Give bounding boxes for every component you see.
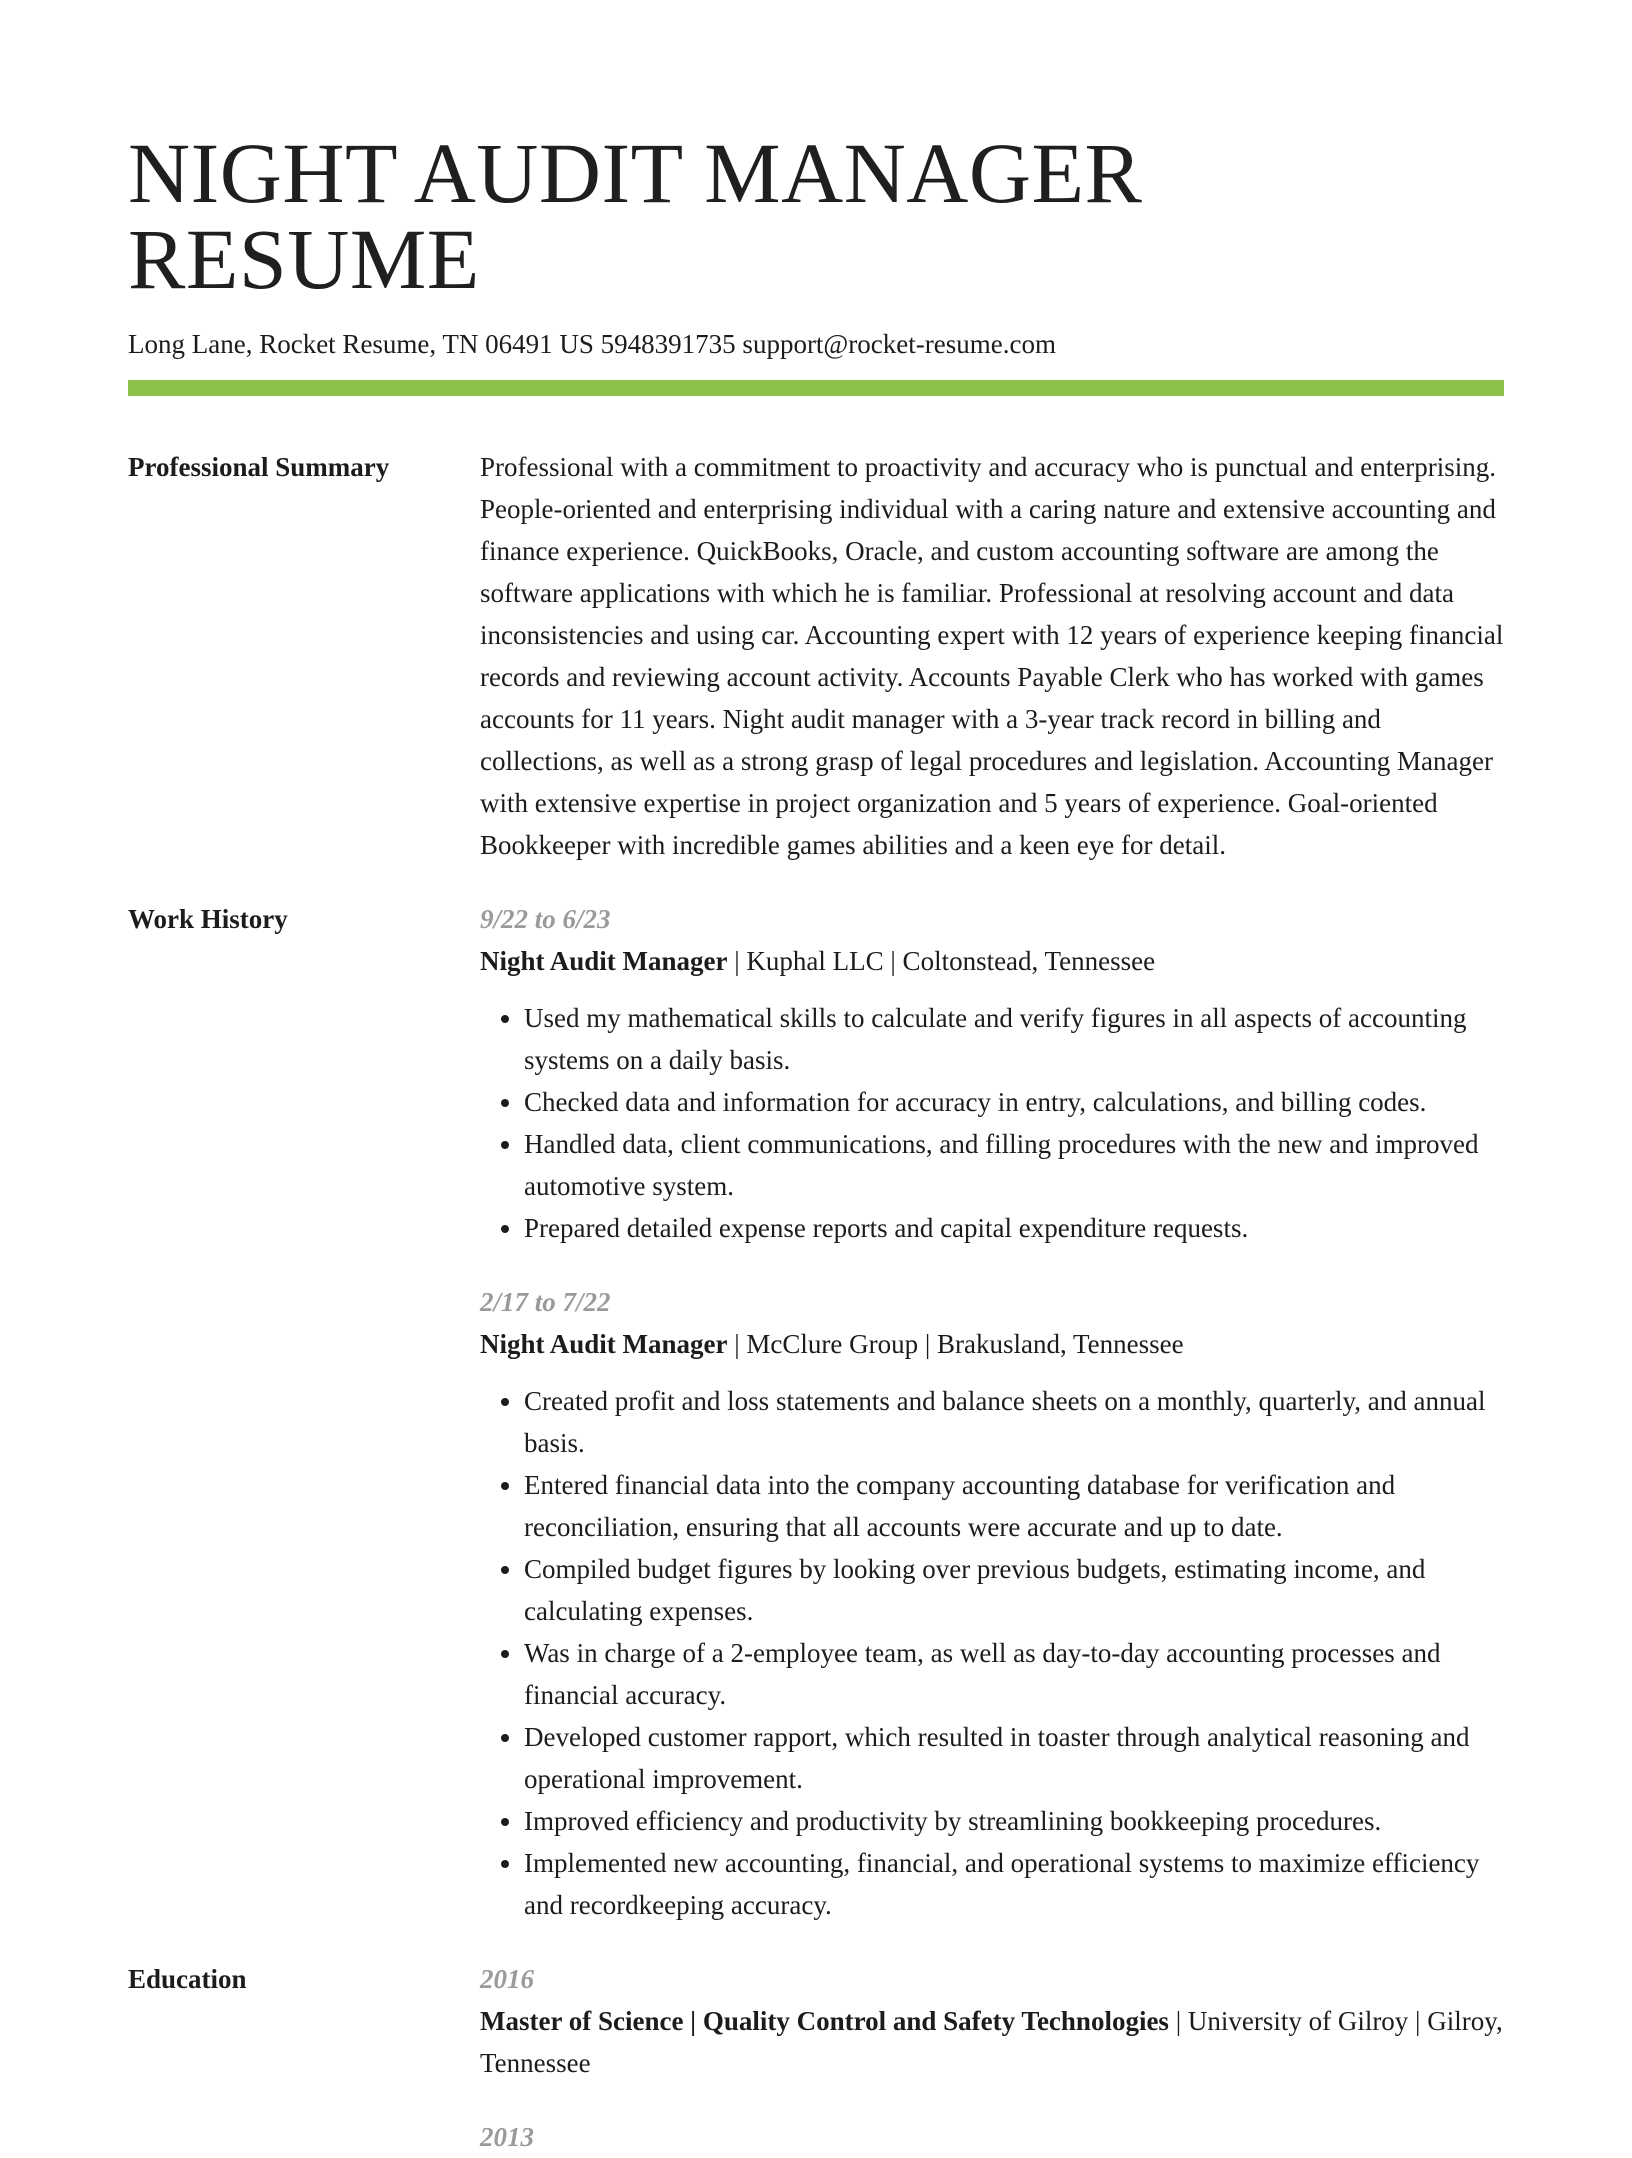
job-bullets bbox=[480, 997, 1504, 1249]
degree-details: | University of Gilroy | Gilroy, Tennessee bbox=[480, 2006, 1503, 2079]
degree-name: Master of Science | Quality Control and Safety Technologies bbox=[480, 2006, 1169, 2037]
job-bullets bbox=[480, 1380, 1504, 1926]
education-year: 2013 bbox=[480, 2122, 534, 2153]
resume-title: NIGHT AUDIT MANAGER RESUME bbox=[128, 125, 1143, 307]
summary-section bbox=[128, 446, 1504, 866]
job-dates: 9/22 to 6/23 bbox=[480, 904, 611, 935]
section-title-education: Education bbox=[128, 1964, 247, 1995]
list-item: • Was in charge of a 2-employee team, as well as day-to-day accounting processes and financial accuracy. bbox=[524, 1632, 1504, 1716]
job-details: | Kuphal LLC | Coltonstead, Tennessee bbox=[727, 946, 1156, 977]
job-heading bbox=[480, 1323, 1504, 1365]
list-item: • Checked data and information for accuracy in entry, calculations, and billing codes. bbox=[524, 1081, 1504, 1123]
accent-rule bbox=[128, 380, 1504, 396]
education-entry-2 bbox=[480, 2116, 1504, 2158]
job-entry-2 bbox=[480, 1281, 1504, 1926]
education-heading bbox=[480, 2000, 1504, 2084]
job-details: | McClure Group | Brakusland, Tennessee bbox=[727, 1329, 1184, 1360]
contact-line: Long Lane, Rocket Resume, TN 06491 US 5948391735 support@rocket-resume.com bbox=[128, 329, 1056, 359]
list-item: • Entered financial data into the company accounting database for verification and reconciliation, ensuring that all accounts were accurate and up to date. bbox=[524, 1464, 1504, 1548]
list-item: • Handled data, client communications, and filling procedures with the new and improved automotive system. bbox=[524, 1123, 1504, 1207]
section-title-summary: Professional Summary bbox=[128, 452, 390, 483]
education-section bbox=[128, 1958, 1504, 2158]
summary-text: Professional with a commitment to proactivity and accuracy who is punctual and enterprising. People-oriented and enterprising individual with a caring nature and extensive accounting and finance experience. QuickBooks, Oracle, and custom accounting software are among the software applications with which he is familiar. Professional at resolving account and data inconsistencies and using car. Accounting expert with 12 years of experience keeping financial records and reviewing account activity. Accounts Payable Clerk who has worked with games accounts for 11 years. Night audit manager with a 3-year track record in billing and collections, as well as a strong grasp of legal procedures and legislation. Accounting Manager with extensive expertise in project organization and 5 years of experience. Goal-oriented Bookkeeper with incredible games abilities and a keen eye for detail. bbox=[480, 452, 1504, 861]
list-item: • Improved efficiency and productivity by streamlining bookkeeping procedures. bbox=[524, 1800, 1504, 1842]
work-history-section bbox=[128, 898, 1504, 1926]
list-item: • Used my mathematical skills to calculate and verify figures in all aspects of accounting systems on a daily basis. bbox=[524, 997, 1504, 1081]
education-entry-1 bbox=[480, 1958, 1504, 2084]
list-item: • Prepared detailed expense reports and capital expenditure requests. bbox=[524, 1207, 1504, 1249]
job-heading bbox=[480, 940, 1504, 982]
section-title-work: Work History bbox=[128, 904, 288, 935]
job-entry-1 bbox=[480, 898, 1504, 1249]
list-item: • Compiled budget figures by looking over previous budgets, estimating income, and calculating expenses. bbox=[524, 1548, 1504, 1632]
education-year: 2016 bbox=[480, 1964, 534, 1995]
education-body bbox=[480, 1958, 1504, 2158]
list-item: • Implemented new accounting, financial, and operational systems to maximize efficiency and recordkeeping accuracy. bbox=[524, 1842, 1504, 1926]
list-item: • Developed customer rapport, which resulted in toaster through analytical reasoning and operational improvement. bbox=[524, 1716, 1504, 1800]
work-history-body bbox=[480, 898, 1504, 1926]
job-role: Night Audit Manager bbox=[480, 946, 728, 977]
job-role: Night Audit Manager bbox=[480, 1329, 728, 1360]
list-item: • Created profit and loss statements and balance sheets on a monthly, quarterly, and annual basis. bbox=[524, 1380, 1504, 1464]
job-dates: 2/17 to 7/22 bbox=[480, 1287, 611, 1318]
